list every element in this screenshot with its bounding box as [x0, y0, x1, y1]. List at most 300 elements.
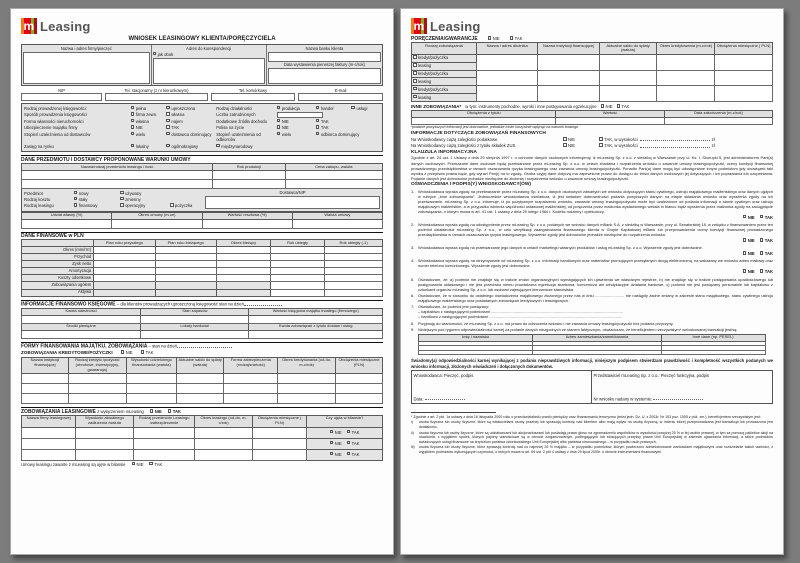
option-label: nowy	[78, 190, 89, 196]
checkbox[interactable]	[166, 144, 170, 148]
input-cell[interactable]	[155, 275, 216, 282]
column-header: Rok produkcji	[213, 163, 285, 170]
mobile-input[interactable]	[211, 93, 296, 101]
option-label: TAK	[351, 451, 360, 457]
signature-statement: Świadomy(a) odpowiedzialności karnej wynikającej z podania nieprawdziwych informacji, niniejszym podpisem stwierdzam prawdziwość i kompletność wszystkich podanych we wniosku informacji, złożonych oświadczeń i dołączonych dokumentów.	[411, 358, 773, 369]
section-financial-title: DANE FINANSOWE w PLN	[21, 232, 383, 240]
same-as-label: jak obok	[157, 51, 174, 57]
same-as-checkbox[interactable]	[153, 52, 157, 56]
checkbox[interactable]	[413, 87, 417, 91]
input-cell[interactable]	[94, 275, 155, 282]
column-header: Forma zabezpieczenia (rodzaj/wartość)	[224, 357, 278, 374]
checkbox[interactable]	[120, 191, 124, 195]
input-cell[interactable]	[325, 268, 383, 275]
input-cell[interactable]	[76, 427, 134, 438]
bank-name-input[interactable]	[268, 52, 381, 62]
row-label: Amortyzacja	[22, 268, 94, 275]
input-cell[interactable]	[216, 275, 270, 282]
input-cell[interactable]	[271, 268, 325, 275]
checkbox[interactable]	[599, 137, 603, 141]
checkbox[interactable]	[413, 63, 417, 67]
option-label: TAK	[351, 440, 360, 446]
clause-text: Zgodnie z art. 24 ust. 1 Ustawy z dnia 29 sierpnia 1997 r. o ochronie danych osobowych informujemy, iż mLeasing Sp. z o.o. z siedzibą w Warszawie przy ul. Ks. I. Skorupki 5, jest administratorem Pani(a) danych osobowych. Przekazane dane osobowe będą przetwarzane przez mLeasing Sp. z o.o. w celach zbadania i rozpatrzenia wniosku o zawarcie umowy leasingu/pożyczki, oceny kondycji finansowej prowadzonego przedsiębiorstwa w ramach oszacowania ryzyka leasingowego oraz zawarcia umowy leasingu/pożyczki. Ponadto Pani(a) dane mogą być udostępniane innym podmiotom gdy obowiązek taki wynika z przepisów prawa bądź, gdy wyrazi Pan(i) na to zgodę. Osoba czyjej dane dotyczą ma zapewnione prawo do dostępu do treści danych osobowych jej dotyczących i ich poprawiania lub uzupełniania. Podanie danych jest dobrowolne jednakże niezbędne do złożenia i rozpatrzenia wniosku o zawarcie umowy leasingu/pożyczki.	[411, 155, 773, 181]
option-label: kredyt/pożyczka	[417, 71, 449, 77]
section-title-text: ZOBOWIĄZANIA LEASINGOWE	[21, 408, 96, 415]
buyer-dependency-label: Stopień uzależnienia od odbiorców	[216, 131, 261, 143]
checkbox[interactable]	[216, 144, 220, 148]
item-text: Przyjmuję do wiadomości, że mLeasing Sp. z o.o. ma prawo do odrzucenia wniosku i nie zawarcia umowy leasingu/pożyczki bez podania przyczyny.	[418, 320, 674, 326]
checkbox[interactable]	[743, 238, 747, 242]
input-cell[interactable]	[22, 449, 76, 460]
input-cell[interactable]	[476, 54, 537, 70]
input-cell[interactable]	[216, 268, 270, 275]
section-bookinfo-title	[21, 300, 383, 308]
checkbox[interactable]	[120, 203, 124, 207]
checkbox[interactable]	[743, 251, 747, 255]
application-number-label: Nr wniosku nadany w systemie:	[593, 396, 653, 402]
option-label: TAK	[145, 350, 154, 356]
option-label: TAK	[764, 214, 773, 220]
employees-input[interactable]	[277, 112, 323, 118]
input-cell[interactable]	[22, 330, 141, 338]
input-cell[interactable]	[68, 394, 126, 404]
checkbox[interactable]	[316, 125, 320, 129]
row-label: Koszty odsetkowe	[22, 275, 94, 282]
checkbox[interactable]	[413, 71, 417, 75]
option-label: leasing	[417, 63, 432, 69]
row-label: Przychód	[22, 254, 94, 261]
checkbox[interactable]	[132, 462, 136, 466]
checkbox[interactable]	[316, 132, 320, 136]
item-number: 3.	[411, 245, 415, 251]
option-label: TAK	[621, 103, 630, 109]
input-cell[interactable]	[715, 86, 773, 102]
in-balance-cell	[307, 427, 383, 438]
input-cell[interactable]	[155, 261, 216, 268]
item-text: Oświadczam, że: a) podmiot nie znajduje się w trakcie zmian organizacyjnych wymagających ich ujawnienia we właściwym rejestrze, b) nie znajduje się w trakcie postępowania upadłościowego lub postępowania układowego i nie jest przeciwko niemu prowadzona egzekucja skarbowa, komornicza ani windykacyjne działania bankowe, c) podmiot nie jest powiązany personalnie lub kapitałowo z członkami organów mLeasing Sp. z o.o. lub osobami zajmującymi kierownicze stanowiska.	[418, 276, 773, 292]
input-cell[interactable]	[253, 438, 307, 449]
checkbox[interactable]	[74, 203, 78, 207]
input-cell[interactable]	[112, 219, 202, 228]
checkbox[interactable]	[316, 119, 320, 123]
fill-in-line[interactable]	[177, 343, 232, 348]
input-cell[interactable]	[253, 449, 307, 460]
input-cell[interactable]	[216, 261, 270, 268]
credit-obligations-table	[21, 357, 383, 405]
checkbox[interactable]	[166, 112, 170, 116]
input-cell[interactable]	[133, 438, 194, 449]
subject-options-block	[21, 189, 383, 212]
row-label: Zysk netto	[22, 261, 94, 268]
input-cell[interactable]	[141, 330, 249, 338]
input-cell[interactable]	[22, 170, 213, 179]
option-label: TAK	[764, 269, 773, 275]
input-cell[interactable]	[202, 219, 292, 228]
input-cell[interactable]	[325, 289, 383, 296]
input-cell[interactable]	[126, 374, 177, 384]
checkbox[interactable]	[563, 143, 567, 147]
checkbox[interactable]	[563, 137, 567, 141]
input-cell[interactable]	[224, 384, 278, 394]
page-1	[10, 8, 394, 555]
checkbox[interactable]	[760, 269, 764, 273]
input-cell[interactable]	[68, 374, 126, 384]
input-cell[interactable]	[133, 427, 194, 438]
checkbox[interactable]	[760, 251, 764, 255]
input-cell[interactable]	[278, 374, 336, 384]
checkbox[interactable]	[601, 104, 605, 108]
footnote-text: osoba fizyczna lub osoby fizyczne, które sprawują kontrolę nad co najmniej 25 % majątku – w przypadku podmiotów, którym powierzono administrowanie wartościami majątkowymi oraz rozdzielanie takich wartości, z wyjątkiem podmiotów wykonujących czynności, o których mowa w art. 69 ust. 2 pkt 4 ustawy z dnia 29 lipca 2005r. o obrocie instrumentami finansowymi.	[419, 445, 773, 455]
input-cell[interactable]	[715, 70, 773, 86]
input-cell[interactable]	[538, 54, 599, 70]
input-cell[interactable]	[661, 350, 765, 355]
column-header: Rodzaj kredytu /pożyczki (obrotowe, inwestycyjny, gwarancja)	[68, 357, 126, 374]
column-header: Data zakończenia (m-c/rok)	[664, 110, 772, 117]
option-label: TAK	[514, 36, 523, 42]
item-text: Oświadczam, że w stosunku do ostatniego oświadczenia majątkowego złożonego przez nas w dniu ........................... nie nastąpiły żadne zmiany w zakresie stanu majątkowego, stanu cywilnego ustroju majątkowego małżeńskiego oraz posiadanych zobowiązań kredytowych i leasingowych.	[418, 292, 773, 304]
input-cell[interactable]	[22, 374, 69, 384]
checkbox[interactable]	[347, 452, 351, 456]
option-label: TAK	[320, 118, 329, 124]
input-cell[interactable]	[412, 117, 556, 124]
employees-label: Liczba zatrudnionych	[216, 112, 256, 118]
section-funding-title	[21, 342, 383, 350]
logo-wordmark: Leasing	[40, 18, 91, 34]
footnote-separator	[411, 412, 496, 413]
checkbox[interactable]	[413, 79, 417, 83]
input-cell[interactable]	[133, 449, 194, 460]
nip-input[interactable]	[21, 93, 102, 101]
other-obligations-title: INNE ZOBOWIĄZANIA*	[411, 104, 462, 110]
option-label: NIE	[568, 136, 575, 142]
input-cell[interactable]	[94, 268, 155, 275]
input-cell[interactable]	[325, 246, 383, 253]
input-cell[interactable]	[336, 374, 383, 384]
input-cell[interactable]	[271, 261, 325, 268]
column-header: Wartość księgowa majątku trwałego (firmowego)	[249, 308, 383, 315]
checkbox[interactable]	[351, 106, 355, 110]
column-header: Kwota zobowiązań z tytułu dostaw i usług	[249, 323, 383, 330]
zus-arrears-label: Na Wnioskodawcy ciążą zaległości z tytułu składek ZUS.	[411, 143, 517, 149]
guarantees-title: PORĘCZENIA/GWARANCJE	[411, 36, 478, 42]
nip-label: NIP	[58, 87, 65, 93]
input-cell[interactable]	[76, 449, 134, 460]
input-cell[interactable]	[22, 438, 76, 449]
column-header: Czy ujęta w bilansie?	[307, 415, 383, 427]
checkbox[interactable]	[149, 462, 153, 466]
input-cell[interactable]	[22, 219, 112, 228]
input-cell[interactable]	[599, 70, 657, 86]
footnote-number: i)	[411, 420, 413, 425]
checkbox[interactable]	[330, 430, 334, 434]
input-cell[interactable]	[155, 268, 216, 275]
checkbox[interactable]	[743, 215, 747, 219]
input-cell[interactable]	[177, 374, 224, 384]
input-cell[interactable]	[664, 117, 772, 124]
input-cell[interactable]	[94, 261, 155, 268]
input-cell[interactable]	[94, 254, 155, 261]
checkbox[interactable]	[168, 409, 172, 413]
input-cell[interactable]	[538, 70, 599, 86]
option-label: TAK	[172, 409, 182, 415]
checkbox[interactable]	[760, 238, 764, 242]
input-cell[interactable]	[292, 219, 382, 228]
input-cell[interactable]	[155, 254, 216, 261]
option-label: pożyczka	[174, 202, 193, 208]
first-invoice-input[interactable]	[268, 68, 381, 84]
fill-in-line[interactable]	[640, 137, 710, 142]
input-cell[interactable]	[249, 330, 383, 338]
footnote-text: osoba fizyczna lub osoby fizyczne, które są właścicielami osoby prawnej lub sprawują kontrolę nad klientem albo mają wpływ na osobę fizyczną, w imieniu której przeprowadzana jest transakcja lub prowadzona jest działalność,	[419, 420, 773, 430]
column-header: Aktualne saldo do spłaty (waluta)	[177, 357, 224, 374]
declaration-item	[411, 293, 773, 303]
input-cell[interactable]	[419, 350, 533, 355]
option-label: lokalny	[135, 143, 149, 149]
section-subject-title: DANE PRZEDMIOTU I DOSTAWCY PROPONOWANE WARUNKI UMOWY	[21, 155, 383, 163]
email-label: E-mail	[334, 87, 347, 93]
option-label: zmienny	[125, 196, 141, 202]
checkbox[interactable]	[120, 197, 124, 201]
checkbox[interactable]	[617, 104, 621, 108]
declaration-item	[411, 304, 773, 319]
input-cell[interactable]	[325, 261, 383, 268]
checkbox[interactable]	[413, 95, 417, 99]
column-header: Imię i nazwisko	[419, 334, 533, 341]
checkbox[interactable]	[277, 119, 281, 123]
input-cell[interactable]	[141, 315, 249, 323]
landline-label: Tel. stacjonarny (z nr kierunkowym)	[124, 87, 189, 93]
input-cell[interactable]	[278, 384, 336, 394]
checkbox[interactable]	[131, 112, 135, 116]
input-cell[interactable]	[195, 438, 253, 449]
market-range-label: Zasięg na rynku	[24, 143, 54, 149]
checkbox[interactable]	[347, 430, 351, 434]
input-cell[interactable]	[22, 315, 141, 323]
fill-in-line[interactable]	[640, 143, 710, 148]
guarantees-table	[411, 42, 773, 102]
checkbox[interactable]	[170, 203, 174, 207]
input-cell[interactable]	[657, 54, 715, 70]
checkbox[interactable]	[121, 350, 125, 354]
input-cell[interactable]	[285, 170, 382, 179]
input-cell[interactable]	[285, 179, 382, 188]
leasing-obligations-table	[21, 415, 383, 461]
input-cell[interactable]	[177, 394, 224, 404]
item-number: 9.	[411, 327, 415, 332]
option-label: NIE	[125, 350, 133, 356]
input-cell[interactable]	[325, 275, 383, 282]
input-cell[interactable]	[278, 394, 336, 404]
correspondence-address-input[interactable]	[153, 58, 265, 84]
contact-row	[21, 88, 383, 101]
input-cell[interactable]	[715, 54, 773, 70]
input-cell[interactable]	[271, 254, 325, 261]
option-label: stały	[78, 196, 88, 202]
checkbox[interactable]	[131, 106, 135, 110]
checkbox[interactable]	[166, 132, 170, 136]
landline-input[interactable]	[105, 93, 207, 101]
input-cell[interactable]	[76, 438, 134, 449]
checkbox[interactable]	[277, 132, 281, 136]
checkbox[interactable]	[74, 197, 78, 201]
column-header: Nazwa instytucji finansującej	[22, 357, 69, 374]
extra-income-label: Dodatkowe źródła dochodu	[216, 118, 267, 124]
checkbox[interactable]	[166, 119, 170, 123]
option-label: NIE	[281, 118, 289, 124]
item-number: 4.	[411, 258, 415, 264]
input-cell[interactable]	[336, 384, 383, 394]
checkbox[interactable]	[131, 144, 135, 148]
input-cell[interactable]	[325, 282, 383, 289]
input-cell[interactable]	[126, 384, 177, 394]
option-label: TAK	[154, 461, 163, 467]
declaration-item	[411, 245, 773, 257]
column-header: Nazwa instytucji finansującej	[538, 43, 599, 55]
input-cell[interactable]	[476, 86, 537, 102]
in-balance-cell	[307, 438, 383, 449]
input-cell[interactable]	[325, 254, 383, 261]
checkbox[interactable]	[760, 215, 764, 219]
checkbox[interactable]	[141, 350, 145, 354]
mobile-label: Tel. komórkowy	[238, 87, 268, 93]
lease-type-label: Rodzaj leasingu	[24, 202, 54, 208]
bookkeeping-type-label: Rodzaj prowadzonej księgowości:	[24, 105, 87, 111]
checkbox[interactable]	[166, 125, 170, 129]
column-header: Plan roku przyszłego	[94, 240, 155, 247]
checkbox[interactable]	[330, 452, 334, 456]
option-label: leasing	[417, 94, 432, 100]
checkbox[interactable]	[131, 125, 135, 129]
input-cell[interactable]	[556, 117, 664, 124]
mleasing-balance-line	[21, 462, 383, 468]
input-cell[interactable]	[126, 394, 177, 404]
input-cell[interactable]	[538, 86, 599, 102]
item-text: Wnioskodawca wyraża zgodę na przetwarzanie jego danych w celach marketingu własnych produktów i usług mLeasing Sp. z o.o. Wyrażenie zgody jest dobrowolne.	[418, 245, 703, 251]
declaration-item	[411, 189, 773, 221]
checkbox[interactable]	[743, 269, 747, 273]
checkbox[interactable]	[510, 36, 514, 40]
applicant-header-block	[21, 44, 383, 86]
input-cell[interactable]	[195, 427, 253, 438]
input-cell[interactable]	[271, 282, 325, 289]
currency-label: zł	[711, 136, 715, 142]
checkbox[interactable]	[347, 441, 351, 445]
other-obligations-table	[411, 110, 773, 125]
in-balance-cell	[307, 449, 383, 460]
input-cell[interactable]	[22, 427, 76, 438]
input-cell[interactable]	[249, 315, 383, 323]
input-cell[interactable]	[271, 246, 325, 253]
input-cell[interactable]	[533, 350, 661, 355]
input-cell[interactable]	[476, 70, 537, 86]
input-cell[interactable]	[216, 246, 270, 253]
column-header: Adres zamieszkania/zameldowania	[533, 334, 661, 341]
option-label: wielu	[135, 131, 146, 137]
input-cell[interactable]	[22, 384, 69, 394]
supplier-input[interactable]	[205, 196, 380, 209]
company-name-input[interactable]	[23, 52, 150, 84]
option-label: usługi	[356, 105, 368, 111]
option-label: NIE	[135, 125, 143, 131]
supplier-label: Dostawca/NIP	[279, 190, 306, 196]
input-cell[interactable]	[22, 179, 213, 188]
column-header: Okres kredytowania (od-do, m-c/rok)	[278, 357, 336, 374]
checkbox[interactable]	[599, 143, 603, 147]
input-cell[interactable]	[271, 289, 325, 296]
option-label: NIE	[281, 125, 289, 131]
correspondence-address-label: Adres do korespondencji	[186, 46, 232, 51]
activity-label: Rodzaj działalności	[216, 105, 253, 111]
input-cell[interactable]	[224, 394, 278, 404]
cost-type-label: Rodzaj kosztu	[24, 196, 51, 202]
fill-in-line[interactable]	[244, 301, 282, 306]
checkbox[interactable]	[316, 106, 320, 110]
checkbox[interactable]	[150, 409, 154, 413]
checkbox[interactable]	[488, 36, 492, 40]
input-cell[interactable]	[224, 374, 278, 384]
column-header: Okres bieżący	[216, 240, 270, 247]
checkbox[interactable]	[131, 132, 135, 136]
fill-in-line[interactable]	[653, 396, 703, 401]
option-label: operacyjny	[125, 202, 146, 208]
input-cell[interactable]	[155, 246, 216, 253]
column-header: Rok ubiegły (-1)	[325, 240, 383, 247]
input-cell[interactable]	[216, 254, 270, 261]
input-cell[interactable]	[657, 70, 715, 86]
input-cell[interactable]	[94, 246, 155, 253]
option-label: kredyt/pożyczka	[417, 86, 449, 92]
checkbox[interactable]	[166, 106, 170, 110]
input-cell[interactable]	[599, 54, 657, 70]
option-label: uproszczona	[171, 105, 196, 111]
input-cell[interactable]	[177, 384, 224, 394]
input-cell[interactable]	[336, 394, 383, 404]
other-obligations-footnote: *podanie powyższych informacji jest dobrowolne, jednakże może korzystnie wpłynąć na warunki leasingu	[411, 125, 579, 130]
item-number: 8.	[411, 320, 415, 326]
checkbox[interactable]	[131, 119, 135, 123]
input-cell[interactable]	[253, 427, 307, 438]
input-cell[interactable]	[599, 86, 657, 102]
property-ownership-label: Forma własności nieruchomości	[24, 118, 84, 124]
input-cell[interactable]	[22, 394, 69, 404]
asset-insurance-label: Ubezpieczenie majątku firmy	[24, 125, 78, 131]
beneficiary-table	[418, 334, 766, 355]
fill-in-line[interactable]	[425, 396, 465, 401]
input-cell[interactable]	[271, 275, 325, 282]
item-text: Oświadczam, że podmiot jest powiązany:	[418, 304, 490, 310]
item-subline[interactable]: – kapitałowo z następującymi podmiotami ..........................................................................................................................	[418, 309, 623, 315]
column-header: Nazwa/rodzaj przedmiotu leasingu / ilość	[22, 163, 213, 170]
item-subline[interactable]: – handlowo z następującymi podmiotami ...........................................................................................................................	[418, 314, 623, 320]
input-cell[interactable]	[68, 384, 126, 394]
mleasing-logo	[411, 18, 773, 34]
option-label: NIE	[747, 214, 755, 220]
checkbox[interactable]	[74, 191, 78, 195]
other-obligations-suffix: w tym: instrumenty pochodne, wyroki i inne postępowania egzekucyjne	[465, 103, 597, 109]
company-name-label: Nazwa i adres firmy/pieczęć	[60, 46, 112, 51]
input-cell[interactable]	[657, 86, 715, 102]
checkbox[interactable]	[277, 106, 281, 110]
option-label: leasing	[417, 78, 432, 84]
input-cell[interactable]	[195, 449, 253, 460]
checkbox[interactable]	[277, 125, 281, 129]
checkbox[interactable]	[413, 55, 417, 59]
input-cell[interactable]	[213, 170, 285, 179]
input-cell[interactable]	[213, 179, 285, 188]
checkbox[interactable]	[330, 441, 334, 445]
email-input[interactable]	[298, 93, 383, 101]
column-header: Rok ubiegły	[271, 240, 325, 247]
